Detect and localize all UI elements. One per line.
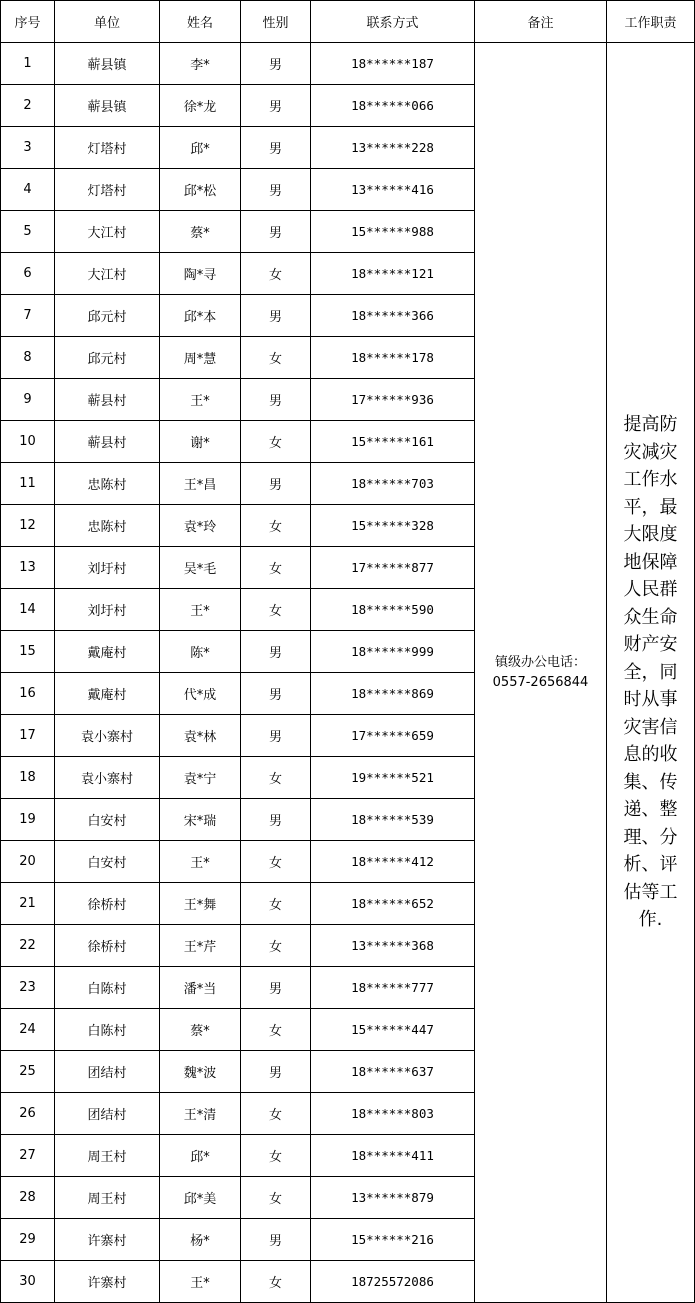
cell-unit: 徐桥村 <box>55 883 160 925</box>
cell-unit: 许寨村 <box>55 1219 160 1261</box>
cell-index: 16 <box>1 673 55 715</box>
cell-name: 吴*毛 <box>160 547 241 589</box>
cell-gender: 女 <box>241 883 311 925</box>
cell-name: 蔡* <box>160 211 241 253</box>
cell-unit: 邱元村 <box>55 295 160 337</box>
cell-phone: 18******803 <box>311 1093 475 1135</box>
cell-unit: 灯塔村 <box>55 127 160 169</box>
cell-phone: 18******411 <box>311 1135 475 1177</box>
cell-gender: 男 <box>241 631 311 673</box>
cell-name: 袁*林 <box>160 715 241 757</box>
cell-phone: 18******777 <box>311 967 475 1009</box>
cell-unit: 白安村 <box>55 799 160 841</box>
header-contact: 联系方式 <box>311 1 475 43</box>
cell-gender: 男 <box>241 211 311 253</box>
cell-unit: 蕲县村 <box>55 379 160 421</box>
header-duty: 工作职责 <box>607 1 695 43</box>
cell-name: 周*慧 <box>160 337 241 379</box>
cell-gender: 女 <box>241 1261 311 1303</box>
cell-unit: 大江村 <box>55 253 160 295</box>
cell-phone: 18******637 <box>311 1051 475 1093</box>
cell-index: 12 <box>1 505 55 547</box>
cell-unit: 刘圩村 <box>55 547 160 589</box>
cell-gender: 女 <box>241 757 311 799</box>
cell-gender: 男 <box>241 799 311 841</box>
remark-label: 镇级办公电话： <box>494 654 586 670</box>
cell-gender: 男 <box>241 295 311 337</box>
header-unit: 单位 <box>55 1 160 43</box>
table-row <box>1 43 695 85</box>
cell-phone: 18******187 <box>311 43 475 85</box>
cell-index: 22 <box>1 925 55 967</box>
cell-index: 4 <box>1 169 55 211</box>
cell-name: 代*成 <box>160 673 241 715</box>
cell-index: 17 <box>1 715 55 757</box>
cell-name: 徐*龙 <box>160 85 241 127</box>
cell-unit: 灯塔村 <box>55 169 160 211</box>
cell-unit: 蕲县镇 <box>55 43 160 85</box>
cell-phone: 18******999 <box>311 631 475 673</box>
cell-index: 15 <box>1 631 55 673</box>
cell-name: 宋*瑞 <box>160 799 241 841</box>
cell-name: 邱*美 <box>160 1177 241 1219</box>
cell-gender: 女 <box>241 1135 311 1177</box>
cell-phone: 18******066 <box>311 85 475 127</box>
cell-index: 27 <box>1 1135 55 1177</box>
cell-phone: 13******228 <box>311 127 475 169</box>
cell-index: 13 <box>1 547 55 589</box>
cell-phone: 17******936 <box>311 379 475 421</box>
cell-index: 8 <box>1 337 55 379</box>
cell-phone: 13******368 <box>311 925 475 967</box>
cell-index: 19 <box>1 799 55 841</box>
cell-unit: 袁小寨村 <box>55 715 160 757</box>
cell-phone: 18******703 <box>311 463 475 505</box>
cell-unit: 徐桥村 <box>55 925 160 967</box>
cell-index: 21 <box>1 883 55 925</box>
cell-gender: 女 <box>241 1177 311 1219</box>
cell-unit: 周王村 <box>55 1135 160 1177</box>
cell-gender: 男 <box>241 169 311 211</box>
cell-index: 24 <box>1 1009 55 1051</box>
cell-name: 杨* <box>160 1219 241 1261</box>
header-index: 序号 <box>1 1 55 43</box>
cell-gender: 男 <box>241 967 311 1009</box>
cell-gender: 男 <box>241 1219 311 1261</box>
cell-index: 3 <box>1 127 55 169</box>
table-header <box>1 1 695 43</box>
cell-index: 14 <box>1 589 55 631</box>
cell-gender: 男 <box>241 715 311 757</box>
cell-unit: 白安村 <box>55 841 160 883</box>
table-body <box>1 43 695 1303</box>
cell-name: 陶*寻 <box>160 253 241 295</box>
cell-gender: 女 <box>241 1009 311 1051</box>
cell-gender: 女 <box>241 253 311 295</box>
cell-name: 王* <box>160 841 241 883</box>
cell-index: 29 <box>1 1219 55 1261</box>
cell-gender: 女 <box>241 547 311 589</box>
cell-unit: 大江村 <box>55 211 160 253</box>
cell-name: 潘*当 <box>160 967 241 1009</box>
header-row <box>1 1 695 43</box>
cell-unit: 忠陈村 <box>55 505 160 547</box>
cell-name: 王*清 <box>160 1093 241 1135</box>
cell-phone: 17******659 <box>311 715 475 757</box>
cell-unit: 刘圩村 <box>55 589 160 631</box>
cell-phone: 17******877 <box>311 547 475 589</box>
cell-index: 26 <box>1 1093 55 1135</box>
cell-phone: 18******869 <box>311 673 475 715</box>
cell-unit: 蕲县村 <box>55 421 160 463</box>
duty-text: 提高防灾减灾工作水平，最大限度地保障人民群众生命财产安全，同时从事灾害信息的收集、传递、整理、分析、评估等工作. <box>623 414 678 931</box>
cell-name: 陈* <box>160 631 241 673</box>
cell-gender: 男 <box>241 85 311 127</box>
cell-index: 6 <box>1 253 55 295</box>
cell-index: 2 <box>1 85 55 127</box>
cell-unit: 邱元村 <box>55 337 160 379</box>
cell-phone: 15******988 <box>311 211 475 253</box>
cell-phone: 13******416 <box>311 169 475 211</box>
cell-gender: 男 <box>241 43 311 85</box>
cell-gender: 女 <box>241 925 311 967</box>
cell-phone: 15******216 <box>311 1219 475 1261</box>
cell-gender: 男 <box>241 1051 311 1093</box>
cell-name: 王*昌 <box>160 463 241 505</box>
cell-index: 18 <box>1 757 55 799</box>
cell-name: 袁*宁 <box>160 757 241 799</box>
cell-gender: 男 <box>241 463 311 505</box>
cell-phone: 18725572086 <box>311 1261 475 1303</box>
cell-phone: 19******521 <box>311 757 475 799</box>
cell-unit: 袁小寨村 <box>55 757 160 799</box>
cell-gender: 女 <box>241 1093 311 1135</box>
cell-unit: 蕲县镇 <box>55 85 160 127</box>
header-gender: 性别 <box>241 1 311 43</box>
cell-unit: 戴庵村 <box>55 673 160 715</box>
cell-name: 王*芹 <box>160 925 241 967</box>
cell-name: 李* <box>160 43 241 85</box>
cell-name: 谢* <box>160 421 241 463</box>
cell-gender: 女 <box>241 841 311 883</box>
cell-phone: 15******161 <box>311 421 475 463</box>
cell-phone: 18******652 <box>311 883 475 925</box>
cell-unit: 白陈村 <box>55 967 160 1009</box>
cell-index: 25 <box>1 1051 55 1093</box>
cell-phone: 18******178 <box>311 337 475 379</box>
cell-name: 王* <box>160 379 241 421</box>
cell-phone: 15******447 <box>311 1009 475 1051</box>
cell-index: 23 <box>1 967 55 1009</box>
cell-gender: 女 <box>241 589 311 631</box>
cell-unit: 周王村 <box>55 1177 160 1219</box>
cell-gender: 女 <box>241 505 311 547</box>
cell-index: 7 <box>1 295 55 337</box>
cell-unit: 许寨村 <box>55 1261 160 1303</box>
cell-index: 11 <box>1 463 55 505</box>
cell-name: 王* <box>160 589 241 631</box>
cell-phone: 18******539 <box>311 799 475 841</box>
cell-gender: 男 <box>241 379 311 421</box>
remark-cell <box>475 43 607 1303</box>
cell-phone: 18******590 <box>311 589 475 631</box>
cell-phone: 18******121 <box>311 253 475 295</box>
cell-phone: 18******366 <box>311 295 475 337</box>
cell-name: 魏*波 <box>160 1051 241 1093</box>
cell-phone: 18******412 <box>311 841 475 883</box>
cell-index: 9 <box>1 379 55 421</box>
cell-name: 袁*玲 <box>160 505 241 547</box>
cell-index: 1 <box>1 43 55 85</box>
cell-unit: 戴庵村 <box>55 631 160 673</box>
cell-name: 蔡* <box>160 1009 241 1051</box>
cell-unit: 团结村 <box>55 1093 160 1135</box>
cell-name: 邱*松 <box>160 169 241 211</box>
header-remark: 备注 <box>475 1 607 43</box>
cell-gender: 女 <box>241 421 311 463</box>
cell-unit: 忠陈村 <box>55 463 160 505</box>
duty-cell <box>607 43 695 1303</box>
cell-index: 20 <box>1 841 55 883</box>
cell-index: 28 <box>1 1177 55 1219</box>
cell-name: 邱* <box>160 127 241 169</box>
cell-index: 30 <box>1 1261 55 1303</box>
cell-gender: 女 <box>241 337 311 379</box>
cell-phone: 15******328 <box>311 505 475 547</box>
cell-gender: 男 <box>241 673 311 715</box>
cell-name: 邱* <box>160 1135 241 1177</box>
cell-unit: 团结村 <box>55 1051 160 1093</box>
cell-name: 王*舞 <box>160 883 241 925</box>
cell-unit: 白陈村 <box>55 1009 160 1051</box>
cell-phone: 13******879 <box>311 1177 475 1219</box>
cell-name: 邱*本 <box>160 295 241 337</box>
cell-name: 王* <box>160 1261 241 1303</box>
header-name: 姓名 <box>160 1 241 43</box>
cell-gender: 男 <box>241 127 311 169</box>
cell-index: 10 <box>1 421 55 463</box>
remark-phone: 0557-2656844 <box>492 674 589 690</box>
cell-index: 5 <box>1 211 55 253</box>
